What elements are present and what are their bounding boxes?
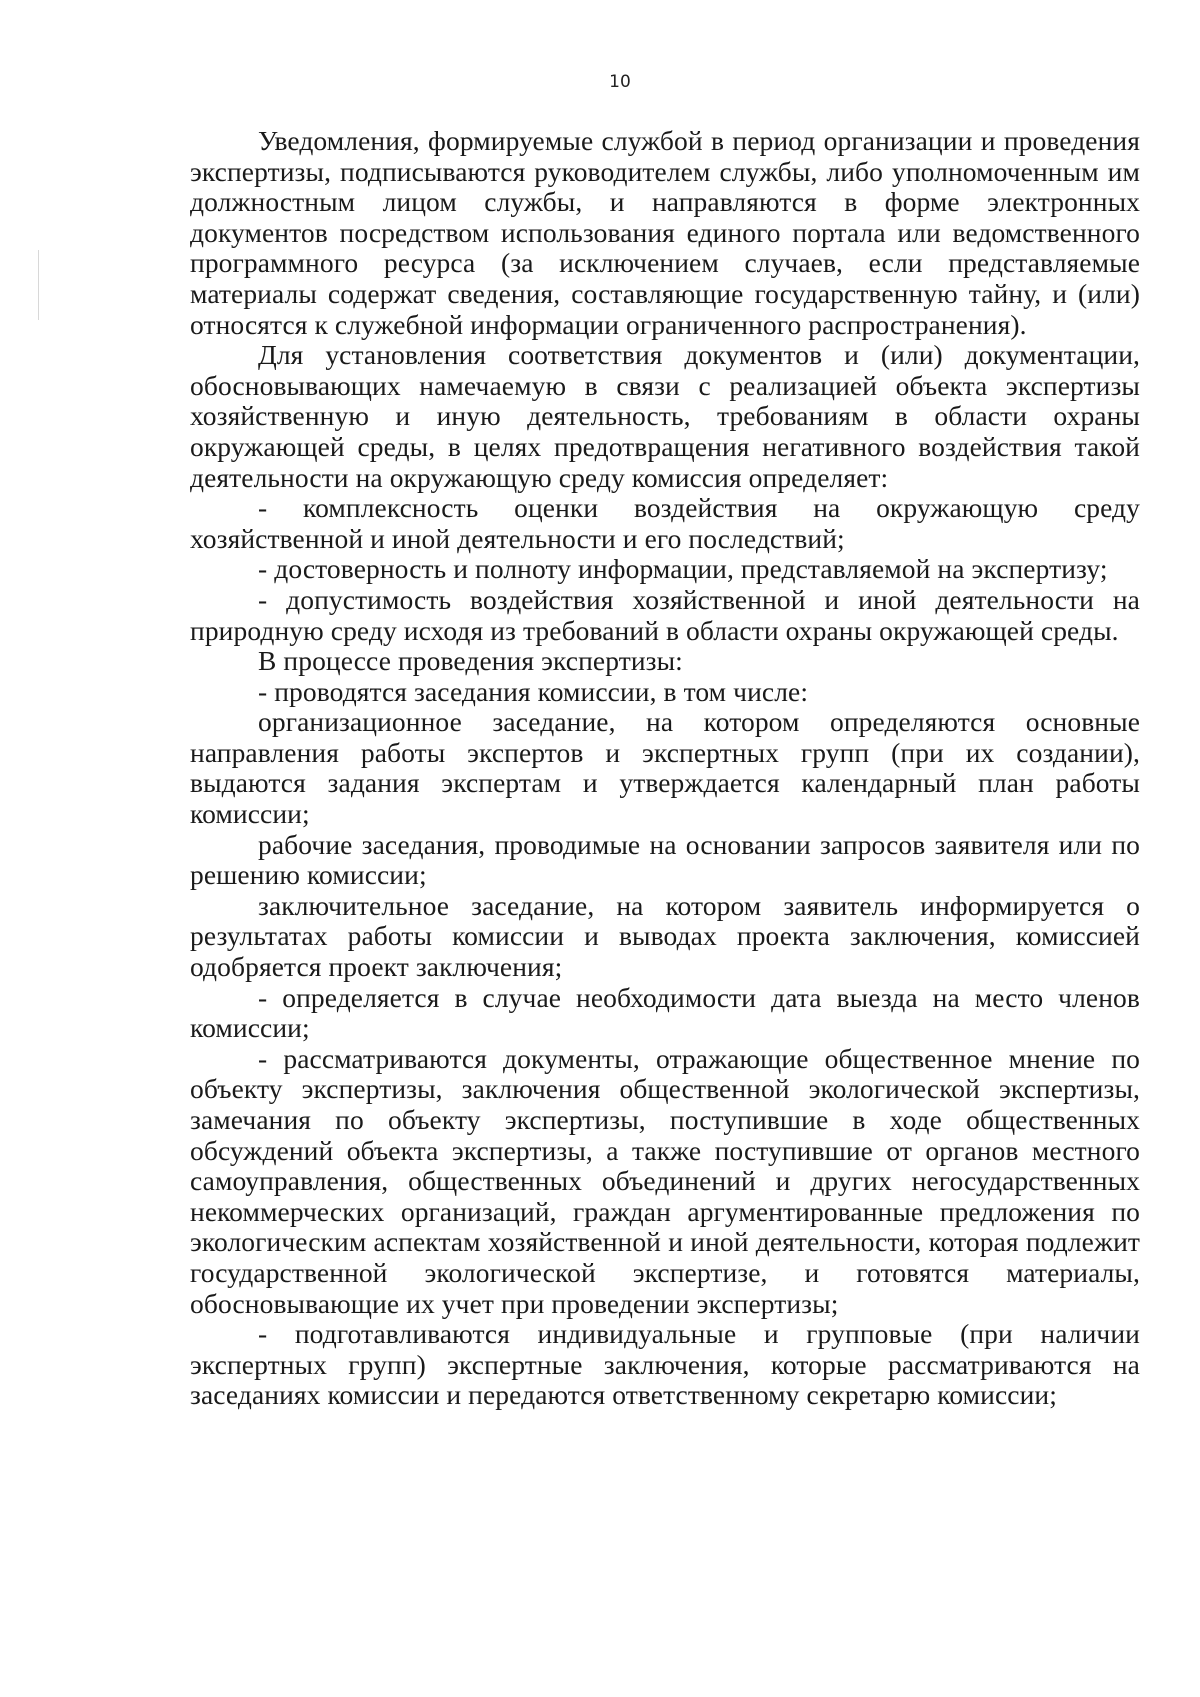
page-number: 10 [609,72,631,92]
scan-artifact-line [38,250,39,320]
paragraph-final-meeting: заключительное заседание, на котором заявитель информируется о результатах работы комиссии и выводах проекта заключения, комиссией одобряется проект заключения; [190,889,1140,983]
list-item-public-opinion: - рассматриваются документы, отражающие общественное мнение по объекту экспертизы, заключения общественной экологической экспертизы, замечания по объекту экспертизы, поступившие в ходе общественных обсуждений объекта экспертизы, а также поступившие от органов местного самоуправления, общественных объединений и других негосударственных некоммерческих организаций, граждан аргументированные предложения по экологическим аспектам хозяйственной и иной деятельности, которая подлежит государственной экологической экспертизе, и готовятся материалы, обосновывающие их учет при проведении экспертизы; [190,1042,1140,1319]
document-body [190,126,1140,1411]
list-item-reliability: - достоверность и полноту информации, представляемой на экспертизу; [258,553,1108,585]
list-item-expert-conclusions: - подготавливаются индивидуальные и групповые (при наличии экспертных групп) экспертные заключения, которые рассматриваются на заседаниях комиссии и передаются ответственному секретарю комиссии; [190,1318,1140,1411]
list-item-complexity: - комплексность оценки воздействия на окружающую среду хозяйственной и иной деятельности и его последствий; [190,492,1140,554]
paragraph-organizational-meeting: организационное заседание, на котором определяются основные направления работы экспертов и экспертных групп (при их создании), выдаются задания экспертам и утверждается календарный план работы комиссии; [190,706,1140,830]
list-item-meetings: - проводятся заседания комиссии, в том числе: [258,675,809,707]
list-item-admissibility: - допустимость воздействия хозяйственной и иной деятельности на природную среду исходя из требований в области охраны окружающей среды. [190,583,1140,646]
paragraph-commission-determines: Для установления соответствия документов и (или) документации, обосновывающих намечаемую в связи с реализацией объекта экспертизы хозяйственную и иную деятельность, требованиям в области охраны окружающей среды, в целях предотвращения негативного воздействия такой деятельности на окружающую среду комиссия определяет: [190,339,1140,493]
paragraph-notifications: Уведомления, формируемые службой в период организации и проведения экспертизы, подписываются руководителем службы, либо уполномоченным им должностным лицом службы, и направляются в форме электронных документов посредством использования единого портала или ведомственного программного ресурса (за исключением случаев, если представляемые материалы содержат сведения, составляющие государственную тайну, и (или) относятся к служебной информации ограниченного распространения). [190,125,1140,340]
paragraph-process-intro: В процессе проведения экспертизы: [258,645,683,677]
paragraph-working-meetings: рабочие заседания, проводимые на основании запросов заявителя или по решению комиссии; [190,828,1140,891]
list-item-site-visit: - определяется в случае необходимости дата выезда на место членов комиссии; [190,981,1140,1044]
